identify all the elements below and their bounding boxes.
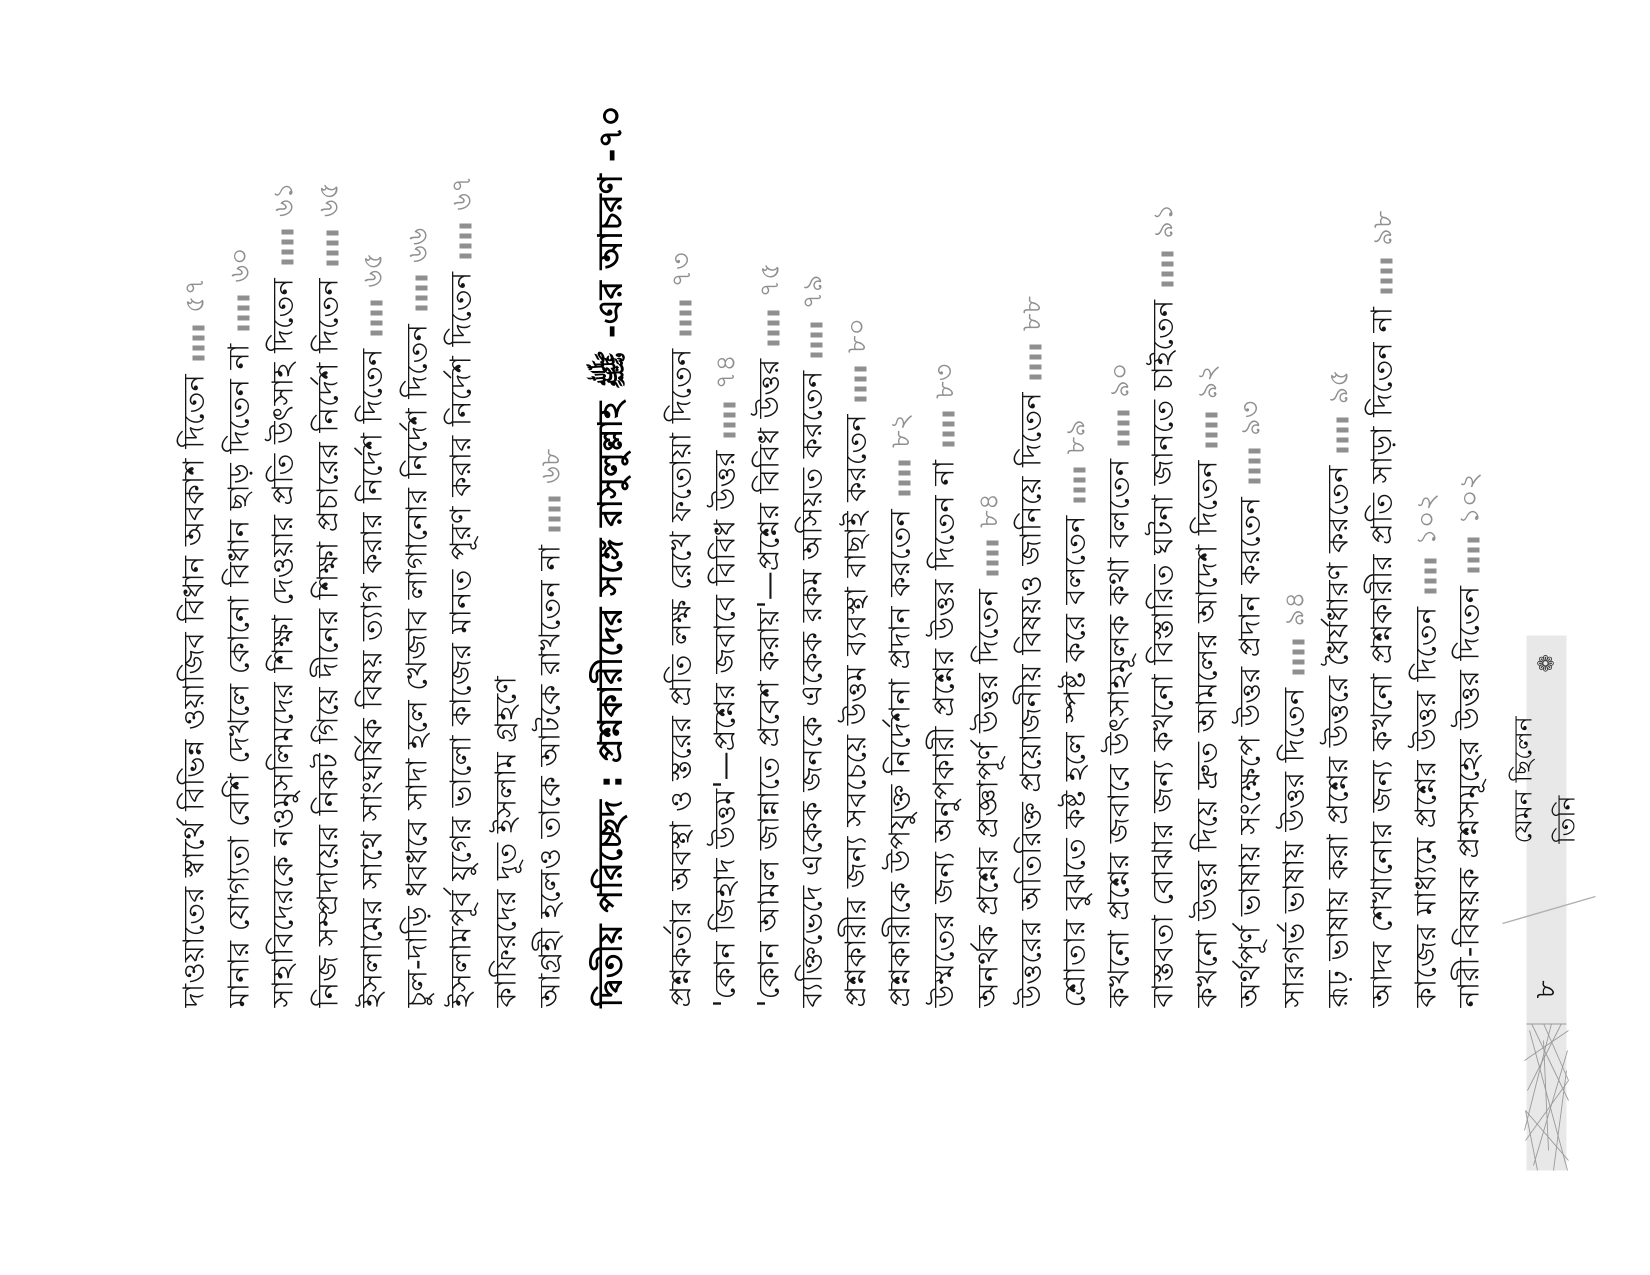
footer-divider: [1526, 1023, 1566, 1024]
toc-page-number: ৯৫: [1322, 368, 1354, 404]
dotted-leader: [192, 325, 204, 360]
toc-item: [307, 182, 351, 1007]
dotted-leader: [1117, 410, 1129, 445]
toc-item-title: কাজের মাধ্যমে প্রশ্নের উত্তর দিতেন: [1407, 606, 1442, 1007]
dotted-leader: [548, 496, 560, 531]
dotted-leader: [281, 230, 293, 265]
toc-item-title: প্রশ্নকর্তার অবস্থা ও স্তরের প্রতি লক্ষ রেখে ফতোয়া দিতেন: [662, 347, 697, 1007]
toc-page-number: ৯৪: [1278, 590, 1310, 626]
toc-page-number: ৯২: [1191, 363, 1223, 399]
toc-item: [1229, 400, 1273, 1007]
toc-item-title: ইসলামপূর্ব যুগের ভালো কাজের মানত পূরণ করার নির্দেশ দিতেন: [442, 271, 477, 1007]
toc-item-title: প্রশ্নকারীর জন্য সবচেয়ে উত্তম ব্যবস্থা বাছাই করতেন: [837, 413, 872, 1007]
dotted-leader: [1161, 251, 1173, 286]
toc-item-title: উত্তরের অতিরিক্ত প্রয়োজনীয় বিষয়ও জানিয়ে দিতেন: [1012, 391, 1047, 1007]
toc-item: [748, 262, 792, 1007]
toc-item-title: অর্থপূর্ণ ভাষায় সংক্ষেপে উত্তর প্রদান করতেন: [1231, 496, 1266, 1007]
toc-item: [660, 252, 704, 1007]
dotted-leader: [1248, 448, 1260, 483]
dotted-leader: [898, 460, 910, 495]
toc-item-title: আদব শেখানোর জন্য কখনো প্রশ্নকারীর প্রতি সাড়া দিতেন না: [1363, 306, 1398, 1007]
dotted-leader: [459, 223, 471, 258]
dotted-leader: [942, 411, 954, 446]
toc-item: [1361, 210, 1405, 1007]
toc-item-title: আগ্রহী হলেও তাকে আটকে রাখতেন না: [531, 544, 566, 1007]
toc-page-number: ৭৯: [796, 273, 828, 310]
toc-page-number: ১০২: [1410, 492, 1442, 546]
dotted-leader: [1467, 537, 1479, 572]
toc-page-number: ৮৪: [972, 492, 1004, 528]
toc-item: [1142, 203, 1186, 1007]
toc-page-number: ৭৪: [709, 353, 741, 389]
toc-item-title: নিজ সম্প্রদায়ের নিকট গিয়ে দীনের শিক্ষা প্রচারের নির্দেশ দিতেন: [309, 277, 344, 1007]
flower-ornament-icon: ❁: [1533, 653, 1559, 672]
dotted-leader: [723, 402, 735, 437]
toc-item: [835, 318, 879, 1008]
toc-item-title: প্রশ্নকারীকে উপযুক্ত নির্দেশনা প্রদান করতেন: [881, 508, 916, 1007]
toc-item-title: 'কোন আমল জান্নাতে প্রবেশ করায়'—প্রশ্নের বিবিধ উত্তর: [750, 358, 785, 1007]
toc-page-number: ৫৭: [178, 277, 210, 313]
toc-item: [923, 363, 967, 1007]
dotted-leader: [810, 322, 822, 357]
toc-item: [1448, 472, 1492, 1007]
toc-item-title: সাহাবিদেরকে নওমুসলিমদের শিক্ষা দেওয়ার প্রতি উৎসাহ দিতেন: [264, 277, 299, 1007]
toc-item: [173, 277, 217, 1007]
toc-page-number: ৬৮: [534, 448, 566, 484]
dotted-leader: [679, 300, 691, 335]
toc-item-title: বাস্তবতা বোঝার জন্য কখনো বিস্তারিত ঘটনা জানতে চাইতেন: [1144, 299, 1179, 1007]
dotted-leader: [854, 366, 866, 401]
toc-page-number: ৮০: [840, 317, 872, 353]
toc-page-number: ৬৭: [445, 175, 477, 211]
dotted-leader: [767, 310, 779, 345]
toc-item-title: ইসলামের সাথে সাংঘর্ষিক বিষয় ত্যাগ করার নির্দেশ দিতেন: [353, 347, 388, 1007]
toc-item-title: অনর্থক প্রশ্নের প্রজ্ঞাপূর্ণ উত্তর দিতেন: [969, 588, 1004, 1007]
toc-page-number: ৬৫: [312, 181, 344, 217]
toc-page-number: ১০২: [1453, 471, 1485, 525]
diagonal-line-decoration: [1495, 875, 1605, 935]
toc-page-number: ৬১: [267, 181, 299, 217]
toc-item: [1010, 296, 1054, 1007]
toc-page-number: ৬০: [223, 246, 255, 283]
dotted-leader: [1073, 467, 1085, 502]
toc-item: [1054, 419, 1098, 1007]
toc-item: [218, 247, 262, 1007]
toc-item-title: কখনো প্রশ্নের জবাবে উৎসাহমূলক কথা বলতেন: [1100, 458, 1135, 1007]
toc-page-number: ৬৬: [401, 227, 433, 263]
toc-item-title: মানার যোগ্যতা বেশি দেখলে কোনো বিধান ছাড় দিতেন না: [220, 343, 255, 1007]
dotted-leader: [986, 540, 998, 575]
corner-scribble-decoration: [1523, 1023, 1569, 1170]
chapter-heading-text: দ্বিতীয় পরিচ্ছেদ : প্রশ্নকারীদের সঙ্গে রাসুলুল্লাহ ﷺ -এর আচরণ -৭০: [590, 104, 629, 1007]
toc-page-number: ৬৫: [356, 251, 388, 287]
toc-item: [485, 675, 529, 1007]
toc-page-number: ৮৯: [1059, 418, 1091, 454]
toc-item-title: রূঢ় ভাষায় করা প্রশ্নের উত্তরে ধৈর্যধারণ করতেন: [1319, 464, 1354, 1007]
toc-page-number: ৮৩: [928, 363, 960, 399]
toc-item: [1098, 362, 1142, 1007]
dotted-leader: [1292, 639, 1304, 674]
toc-item: [879, 412, 923, 1007]
toc-page-number: ৯৮: [1366, 210, 1398, 246]
toc-page-number: ৮২: [884, 412, 916, 448]
dotted-leader: [370, 300, 382, 335]
toc-item: [1273, 591, 1317, 1007]
toc-item-title: ব্যক্তিভেদে একেক জনকে একেক রকম অসিয়ত করতেন: [793, 370, 828, 1007]
toc-item-title: কাফিরদের দূত ইসলাম গ্রহণে: [487, 675, 522, 1007]
toc-item-title: 'কোন জিহাদ উত্তম'—প্রশ্নের জবাবে বিবিধ উত্তর: [706, 449, 741, 1007]
toc-item: [529, 448, 573, 1007]
toc-item: [967, 492, 1011, 1007]
running-title: যেমন ছিলেন তিনি: [1508, 715, 1580, 843]
toc-page-number: ৭৫: [753, 261, 785, 298]
toc-page-number: ৮৮: [1015, 295, 1047, 331]
toc-item: [396, 227, 440, 1007]
dotted-leader: [1336, 417, 1348, 452]
chapter-heading: [590, 105, 634, 1007]
toc-item: [704, 354, 748, 1007]
dotted-leader: [1029, 344, 1041, 379]
toc-item: [440, 175, 484, 1007]
toc-item-title: শ্রোতার বুঝতে কষ্ট হলে স্পষ্ট করে বলতেন: [1056, 514, 1091, 1007]
toc-item: [351, 252, 395, 1007]
toc-item: [1317, 369, 1361, 1007]
dotted-leader: [1205, 412, 1217, 447]
toc-page-number: ৯৩: [1234, 400, 1266, 436]
dotted-leader: [326, 230, 338, 265]
toc-page-number: ৯১: [1147, 203, 1179, 239]
page-number: ৮: [1527, 979, 1561, 998]
toc-item-title: সারগর্ভ ভাষায় উত্তর দিতেন: [1275, 686, 1310, 1007]
toc-item-title: নারী-বিষয়ক প্রশ্নসমূহের উত্তর দিতেন: [1450, 585, 1485, 1007]
toc-item-title: কখনো উত্তর দিয়ে দ্রুত আমলের আদেশ দিতেন: [1188, 459, 1223, 1007]
toc-item: [1186, 364, 1230, 1007]
toc-item: [791, 274, 835, 1007]
toc-item-title: দাওয়াতের স্বার্থে বিভিন্ন ওয়াজিব বিধান অবকাশ দিতেন: [175, 373, 210, 1007]
toc-item-title: উম্মতের জন্য অনুপকারী প্রশ্নের উত্তর দিতেন না: [925, 459, 960, 1007]
dotted-leader: [415, 275, 427, 310]
toc-item-title: চুল-দাড়ি ধবধবে সাদা হলে খেজাব লাগানোর নির্দেশ দিতেন: [398, 323, 433, 1007]
toc-item: [1405, 492, 1449, 1007]
dotted-leader: [1380, 258, 1392, 293]
toc-page-number: ৯০: [1103, 362, 1135, 398]
dotted-leader: [237, 295, 249, 330]
toc-page-number: ৭৩: [665, 251, 697, 287]
toc-item: [262, 181, 306, 1007]
dotted-leader: [1424, 558, 1436, 593]
